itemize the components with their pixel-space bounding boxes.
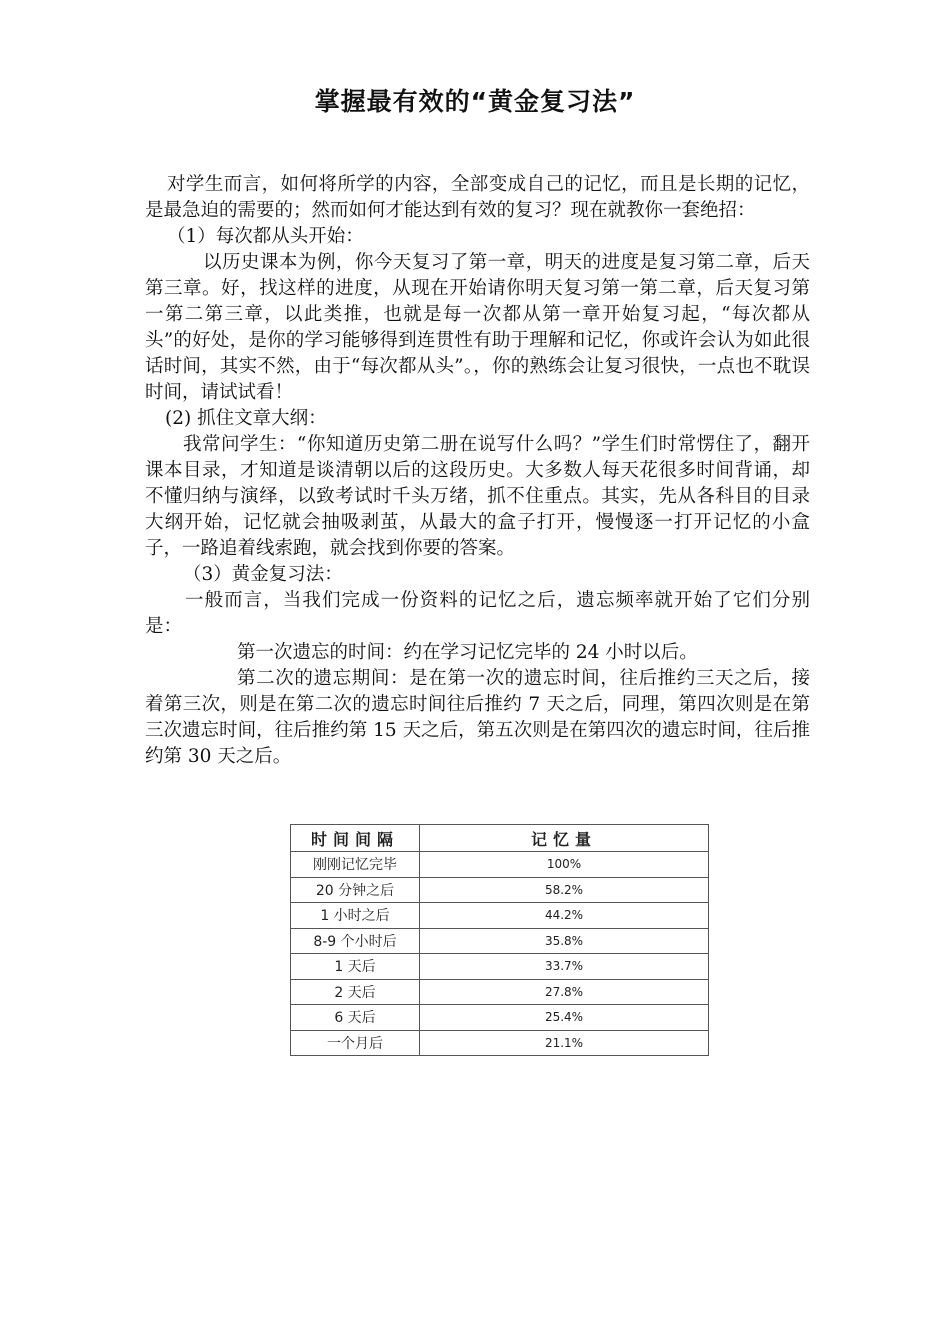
- first-forgetting-line: 第一次遗忘的时间：约在学习记忆完毕的 24 小时以后。: [237, 642, 698, 663]
- table-header-row: [291, 825, 709, 852]
- interval-cell: 8-9 个小时后: [291, 928, 420, 954]
- section-paragraph-3: 一般而言，当我们完成一份资料的记忆之后，遗忘频率就开始了它们分别是：: [145, 590, 810, 637]
- page-title: 掌握最有效的“黄金复习法”: [314, 87, 636, 116]
- section-heading-2: (2) 抓住文章大纲：: [165, 408, 327, 429]
- retention-cell: 25.4%: [420, 1005, 709, 1031]
- table-row: [291, 1030, 709, 1056]
- intro-paragraph: 对学生而言，如何将所学的内容，全部变成自己的记忆，而且是长期的记忆，是最急迫的需要的；然而如何才能达到有效的复习？现在就教你一套绝招：: [145, 174, 810, 221]
- table-row: [291, 954, 709, 980]
- interval-cell: 2 天后: [291, 979, 420, 1005]
- table-row: [291, 979, 709, 1005]
- table-row: [291, 1005, 709, 1031]
- interval-cell: 1 天后: [291, 954, 420, 980]
- header-interval: 时间间隔: [291, 825, 420, 852]
- table-row: [291, 928, 709, 954]
- interval-cell: 刚刚记忆完毕: [291, 852, 420, 878]
- interval-cell: 一个月后: [291, 1030, 420, 1056]
- section-paragraph-2: 我常问学生：“你知道历史第二册在说写什么吗？”学生们时常愣住了，翻开课本目录，才知道是谈清朝以后的这段历史。大多数人每天花很多时间背诵，却不懂归纳与演绎，以致考试时千头万绪，抓不住重点。其实，先从各科目的目录大纲开始，记忆就会抽吸剥茧，从最大的盒子打开，慢慢逐一打开记忆的小盒子，一路追着线索跑，就会找到你要的答案。: [145, 434, 810, 559]
- section-heading-3: （3）黄金复习法：: [183, 564, 343, 585]
- memory-retention-table: [290, 824, 709, 1056]
- interval-cell: 20 分钟之后: [291, 877, 420, 903]
- header-retention: 记忆量: [420, 825, 709, 852]
- retention-cell: 35.8%: [420, 928, 709, 954]
- retention-cell: 33.7%: [420, 954, 709, 980]
- interval-cell: 1 小时之后: [291, 903, 420, 929]
- retention-cell: 44.2%: [420, 903, 709, 929]
- table-row: [291, 877, 709, 903]
- second-forgetting-paragraph: 第二次的遗忘期间：是在第一次的遗忘时间，往后推约三天之后，接着第三次，则是在第二次的遗忘时间往后推约 7 天之后，同理，第四次则是在第三次遗忘时间，往后推约第 15 天之后，第五次则是在第四次的遗忘时间，往后推约第 30 天之后。: [145, 668, 810, 767]
- document-body: [145, 172, 810, 770]
- retention-cell: 58.2%: [420, 877, 709, 903]
- interval-cell: 6 天后: [291, 1005, 420, 1031]
- retention-cell: 21.1%: [420, 1030, 709, 1056]
- section-heading-1: （1）每次都从头开始：: [167, 226, 364, 247]
- section-paragraph-1: 以历史课本为例，你今天复习了第一章，明天的进度是复习第二章，后天第三章。好，找这样的进度，从现在开始请你明天复习第一第二章，后天复习第一第二第三章，以此类推，也就是每一次都从第一章开始复习起，“每次都从头”的好处，是你的学习能够得到连贯性有助于理解和记忆，你或许会认为如此很话时间，其实不然，由于“每次都从头”。，你的熟练会让复习很快，一点也不耽误时间，请试试看！: [145, 252, 810, 403]
- table-row: [291, 903, 709, 929]
- table-row: [291, 852, 709, 878]
- retention-cell: 100%: [420, 852, 709, 878]
- retention-cell: 27.8%: [420, 979, 709, 1005]
